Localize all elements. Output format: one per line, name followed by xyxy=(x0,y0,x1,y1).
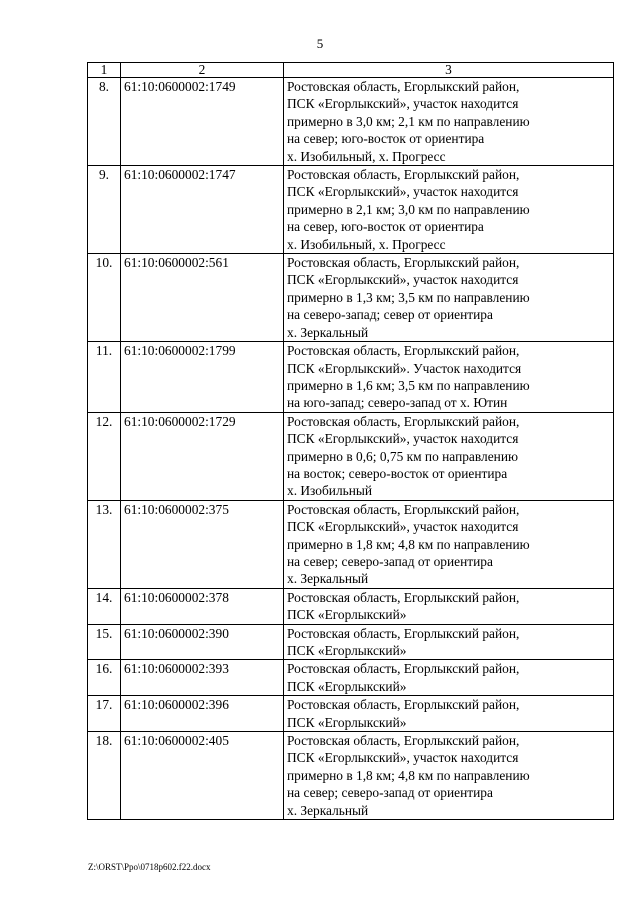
location-description-line: на север, юго-восток от ориентира xyxy=(287,219,484,235)
location-description-cell xyxy=(284,660,614,696)
location-description-line: примерно в 1,3 км; 3,5 км по направлению xyxy=(287,289,530,305)
location-description-line: ПСК «Егорлыкский». Участок находится xyxy=(287,360,522,376)
location-description-cell xyxy=(284,500,614,588)
row-number-cell: 15. xyxy=(88,624,121,660)
location-description-line: на северо-запад; север от ориентира xyxy=(287,307,493,323)
location-description-line: Ростовская область, Егорлыкский район, xyxy=(287,589,520,605)
location-description-line: ПСК «Егорлыкский», участок находится xyxy=(287,272,519,288)
cadastral-number-cell: 61:10:0600002:1747 xyxy=(121,166,284,254)
location-description-cell xyxy=(284,412,614,500)
row-number-cell: 17. xyxy=(88,696,121,732)
cadastral-number-cell: 61:10:0600002:405 xyxy=(121,732,284,820)
table-row xyxy=(88,732,614,820)
cadastral-number-cell: 61:10:0600002:378 xyxy=(121,588,284,624)
location-description-line: примерно в 1,6 км; 3,5 км по направлению xyxy=(287,377,530,393)
table-row xyxy=(88,254,614,342)
location-description-line: на юго-запад; северо-запад от х. Ютин xyxy=(287,395,508,411)
location-description-line: Ростовская область, Егорлыкский район, xyxy=(287,167,520,183)
location-description-line: ПСК «Егорлыкский» xyxy=(287,714,407,730)
location-description-cell xyxy=(284,78,614,166)
location-description-line: ПСК «Егорлыкский» xyxy=(287,607,407,623)
location-description-line: на север; северо-запад от ориентира xyxy=(287,553,493,569)
location-description-cell xyxy=(284,732,614,820)
location-description-cell xyxy=(284,342,614,413)
header-col-1: 1 xyxy=(88,63,121,78)
row-number-cell: 11. xyxy=(88,342,121,413)
table-row xyxy=(88,660,614,696)
location-description-line: Ростовская область, Егорлыкский район, xyxy=(287,413,520,429)
table-body xyxy=(88,78,614,820)
location-description-cell xyxy=(284,624,614,660)
row-number-cell: 8. xyxy=(88,78,121,166)
table-row xyxy=(88,624,614,660)
row-number-cell: 9. xyxy=(88,166,121,254)
location-description-line: Ростовская область, Егорлыкский район, xyxy=(287,343,520,359)
location-description-line: Ростовская область, Егорлыкский район, xyxy=(287,697,520,713)
location-description-line: ПСК «Егорлыкский», участок находится xyxy=(287,184,519,200)
table-row xyxy=(88,588,614,624)
table-row xyxy=(88,78,614,166)
location-description-cell xyxy=(284,254,614,342)
cadastral-number-cell: 61:10:0600002:393 xyxy=(121,660,284,696)
location-description-line: х. Изобильный, х. Прогресс xyxy=(287,236,446,252)
document-file-path: Z:\ORST\Ppo\0718p602.f22.docx xyxy=(88,862,211,872)
location-description-line: ПСК «Егорлыкский», участок находится xyxy=(287,96,519,112)
cadastral-number-cell: 61:10:0600002:390 xyxy=(121,624,284,660)
cadastral-number-cell: 61:10:0600002:1799 xyxy=(121,342,284,413)
location-description-line: примерно в 2,1 км; 3,0 км по направлению xyxy=(287,201,530,217)
location-description-cell xyxy=(284,696,614,732)
location-description-cell xyxy=(284,166,614,254)
row-number-cell: 16. xyxy=(88,660,121,696)
location-description-line: Ростовская область, Егорлыкский район, xyxy=(287,79,520,94)
cadastral-number-cell: 61:10:0600002:561 xyxy=(121,254,284,342)
table-row xyxy=(88,696,614,732)
row-number-cell: 10. xyxy=(88,254,121,342)
location-description-line: на восток; северо-восток от ориентира xyxy=(287,465,508,481)
location-description-line: ПСК «Егорлыкский» xyxy=(287,678,407,694)
header-col-2: 2 xyxy=(121,63,284,78)
location-description-line: примерно в 0,6; 0,75 км по направлению xyxy=(287,448,518,464)
location-description-line: х. Зеркальный xyxy=(287,802,369,818)
cadastral-number-cell: 61:10:0600002:396 xyxy=(121,696,284,732)
cadastral-number-cell: 61:10:0600002:1729 xyxy=(121,412,284,500)
location-description-line: примерно в 1,8 км; 4,8 км по направлению xyxy=(287,536,530,552)
cadastral-number-cell: 61:10:0600002:375 xyxy=(121,500,284,588)
location-description-line: на север; северо-запад от ориентира xyxy=(287,785,493,801)
table-row xyxy=(88,500,614,588)
row-number-cell: 18. xyxy=(88,732,121,820)
row-number-cell: 12. xyxy=(88,412,121,500)
location-description-line: ПСК «Егорлыкский», участок находится xyxy=(287,431,519,447)
location-description-line: примерно в 3,0 км; 2,1 км по направлению xyxy=(287,113,530,129)
table-row xyxy=(88,412,614,500)
header-col-3: 3 xyxy=(284,63,614,78)
location-description-line: Ростовская область, Егорлыкский район, xyxy=(287,661,520,677)
table-row xyxy=(88,166,614,254)
location-description-line: х. Изобильный xyxy=(287,483,373,499)
row-number-cell: 13. xyxy=(88,500,121,588)
location-description-line: х. Изобильный, х. Прогресс xyxy=(287,148,446,164)
cadastral-number-cell: 61:10:0600002:1749 xyxy=(121,78,284,166)
location-description-line: на север; юго-восток от ориентира xyxy=(287,131,485,147)
table-header-row xyxy=(88,63,614,78)
location-description-line: х. Зеркальный xyxy=(287,324,369,340)
location-description-line: Ростовская область, Егорлыкский район, xyxy=(287,625,520,641)
location-description-cell xyxy=(284,588,614,624)
location-description-line: х. Зеркальный xyxy=(287,571,369,587)
location-description-line: примерно в 1,8 км; 4,8 км по направлению xyxy=(287,767,530,783)
page-number: 5 xyxy=(316,36,324,51)
location-description-line: Ростовская область, Егорлыкский район, xyxy=(287,501,520,517)
row-number-cell: 14. xyxy=(88,588,121,624)
location-description-line: Ростовская область, Егорлыкский район, xyxy=(287,255,520,271)
location-description-line: ПСК «Егорлыкский», участок находится xyxy=(287,519,519,535)
land-plots-table xyxy=(87,62,614,820)
location-description-line: ПСК «Егорлыкский» xyxy=(287,643,407,658)
table-row xyxy=(88,342,614,413)
location-description-line: Ростовская область, Егорлыкский район, xyxy=(287,733,520,749)
location-description-line: ПСК «Егорлыкский», участок находится xyxy=(287,750,519,766)
